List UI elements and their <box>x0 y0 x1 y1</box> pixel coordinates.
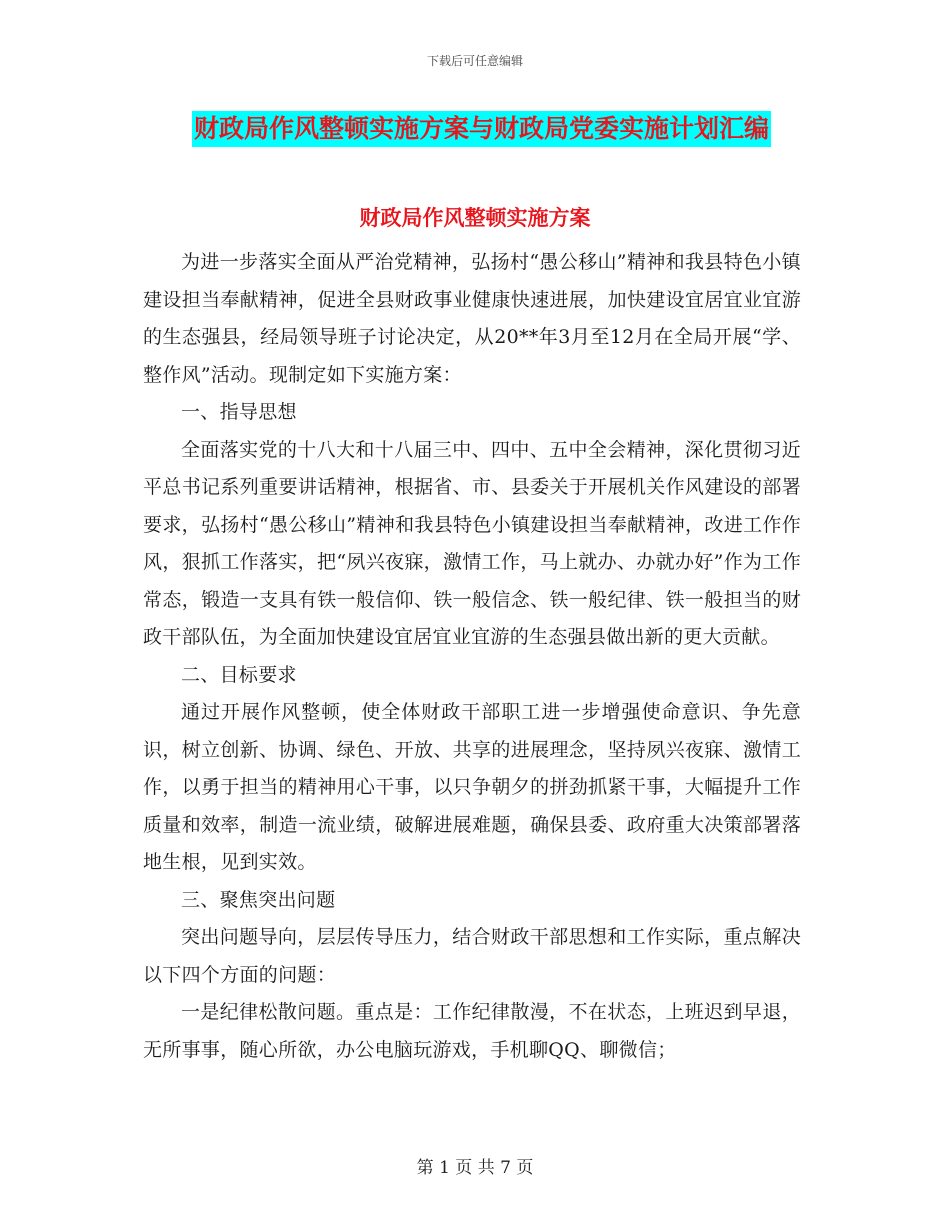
heading-guiding-thought: 一、指导思想 <box>181 401 297 423</box>
page-footer: 第 1 页 共 7 页 <box>416 1158 534 1178</box>
heading-problems: 三、聚焦突出问题 <box>181 888 336 911</box>
heading-goals: 二、目标要求 <box>181 663 297 686</box>
paragraph-problems: 突出问题导向，层层传导压力，结合财政干部思想和工作实际，重点解决以下四个方面的问题： <box>143 926 801 986</box>
paragraph-discipline: 一是纪律松散问题。重点是：工作纪律散漫，不在状态，上班迟到早退，无所事事，随心所欲，办公电脑玩游戏，手机聊QQ、聊微信； <box>143 1001 801 1061</box>
document-main-title: 财政局作风整顿实施方案与财政局党委实施计划汇编 <box>192 111 771 147</box>
paragraph-guiding-thought: 全面落实党的十八大和十八届三中、四中、五中全会精神，深化贯彻习近平总书记系列重要讲话精神，根据省、市、县委关于开展机关作风建设的部署要求，弘扬村“愚公移山”精神和我县特色小镇建设担当奉献精神，改进工作作风，狠抓工作落实，把“夙兴夜寐，激情工作，马上就办、办就办好”作为工作常态，锻造一支具有铁一般信仰、铁一般信念、铁一般纪律、铁一般担当的财政干部队伍，为全面加快建设宜居宜业宜游的生态强县做出新的更大贡献。 <box>143 438 801 648</box>
header-note: 下载后可任意编辑 <box>426 54 523 68</box>
section-title: 财政局作风整顿实施方案 <box>359 206 591 230</box>
document-body <box>143 244 801 1069</box>
paragraph-intro: 为进一步落实全面从严治党精神，弘扬村“愚公移山”精神和我县特色小镇建设担当奉献精神，促进全县财政事业健康快速进展，加快建设宜居宜业宜游的生态强县，经局领导班子讨论决定，从20**年3月至12月在全局开展“学、整作风”活动。现制定如下实施方案： <box>143 251 801 386</box>
paragraph-goals: 通过开展作风整顿，使全体财政干部职工进一步增强使命意识、争先意识，树立创新、协调、绿色、开放、共享的进展理念，坚持夙兴夜寐、激情工作，以勇于担当的精神用心干事，以只争朝夕的拼劲抓紧干事，大幅提升工作质量和效率，制造一流业绩，破解进展难题，确保县委、政府重大决策部署落地生根，见到实效。 <box>143 701 801 873</box>
